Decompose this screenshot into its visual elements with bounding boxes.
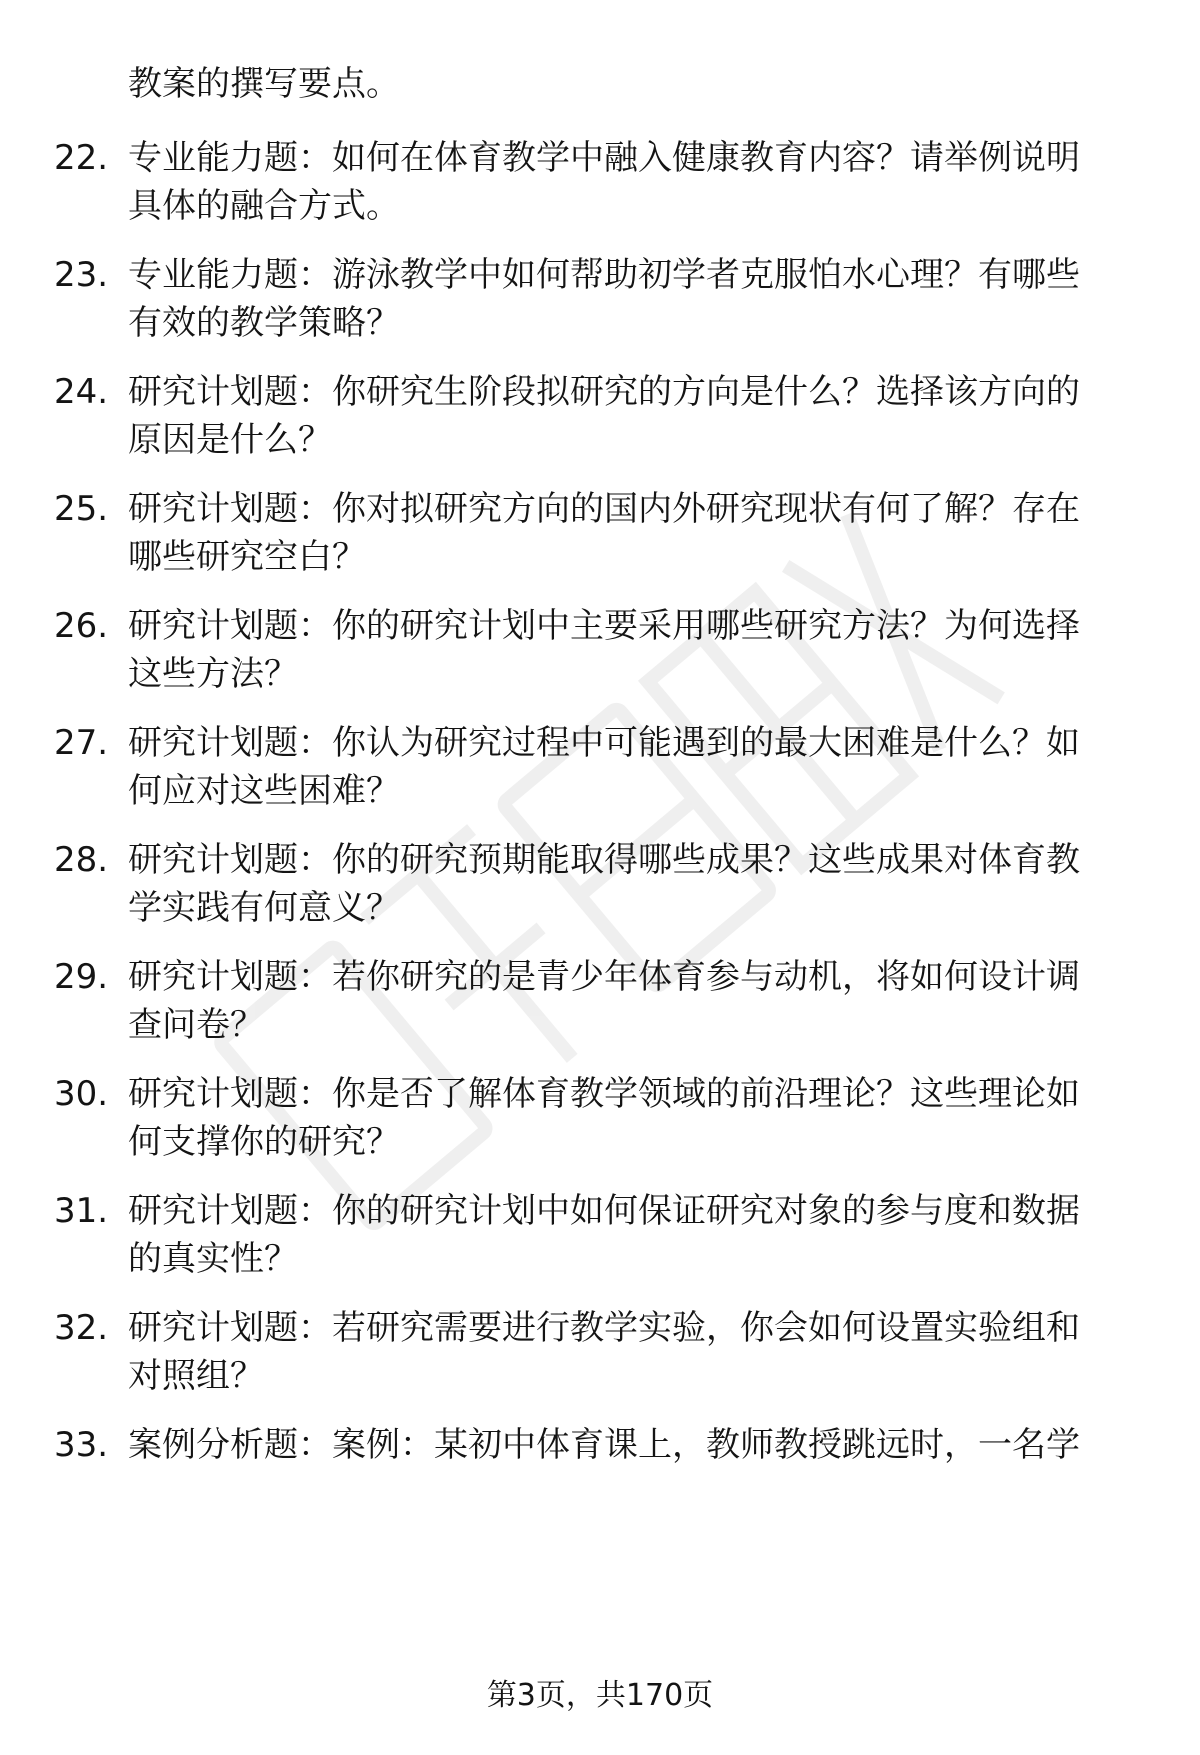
continuation-text: 教案的撰写要点。 bbox=[128, 64, 400, 104]
question-number: 33. bbox=[54, 1425, 109, 1465]
question-text-line2: 哪些研究空白？ bbox=[128, 537, 366, 577]
question-text-line2: 查问卷？ bbox=[128, 1005, 264, 1045]
question-text-line1: 研究计划题：你对拟研究方向的国内外研究现状有何了解？存在 bbox=[128, 489, 1080, 529]
question-text-line1: 研究计划题：若你研究的是青少年体育参与动机，将如何设计调 bbox=[128, 957, 1080, 997]
question-number: 27. bbox=[54, 723, 109, 763]
question-number: 31. bbox=[54, 1191, 109, 1231]
question-text-line2: 这些方法？ bbox=[128, 654, 298, 694]
question-text-line2: 何应对这些困难？ bbox=[128, 771, 400, 811]
question-text-line2: 对照组？ bbox=[128, 1356, 264, 1396]
question-text-line1: 研究计划题：若研究需要进行教学实验，你会如何设置实验组和 bbox=[128, 1308, 1080, 1348]
question-number: 23. bbox=[54, 255, 109, 295]
question-text-line1: 专业能力题：如何在体育教学中融入健康教育内容？请举例说明 bbox=[128, 138, 1080, 178]
question-number: 24. bbox=[54, 372, 109, 412]
question-number: 32. bbox=[54, 1308, 109, 1348]
question-text-line2: 何支撑你的研究？ bbox=[128, 1122, 400, 1162]
question-text-line1: 研究计划题：你的研究计划中主要采用哪些研究方法？为何选择 bbox=[128, 606, 1080, 646]
question-number: 25. bbox=[54, 489, 109, 529]
question-text-line2: 的真实性？ bbox=[128, 1239, 298, 1279]
question-number: 28. bbox=[54, 840, 109, 880]
question-text-line2: 学实践有何意义？ bbox=[128, 888, 400, 928]
question-text-line1: 研究计划题：你认为研究过程中可能遇到的最大困难是什么？如 bbox=[128, 723, 1080, 763]
question-number: 30. bbox=[54, 1074, 109, 1114]
question-text-line1: 研究计划题：你是否了解体育教学领域的前沿理论？这些理论如 bbox=[128, 1074, 1080, 1114]
question-text-line2: 原因是什么？ bbox=[128, 420, 332, 460]
question-text-line1: 研究计划题：你的研究计划中如何保证研究对象的参与度和数据 bbox=[128, 1191, 1080, 1231]
question-number: 26. bbox=[54, 606, 109, 646]
question-text-line1: 案例分析题：案例：某初中体育课上，教师教授跳远时，一名学 bbox=[128, 1425, 1080, 1465]
question-text-line1: 研究计划题：你的研究预期能取得哪些成果？这些成果对体育教 bbox=[128, 840, 1080, 880]
question-text-line2: 具体的融合方式。 bbox=[128, 186, 400, 226]
question-number: 29. bbox=[54, 957, 109, 997]
question-text-line1: 研究计划题：你研究生阶段拟研究的方向是什么？选择该方向的 bbox=[128, 372, 1080, 412]
question-number: 22. bbox=[54, 138, 109, 178]
question-text-line1: 专业能力题：游泳教学中如何帮助初学者克服怕水心理？有哪些 bbox=[128, 255, 1080, 295]
page-footer: 第3页，共170页 bbox=[486, 1678, 714, 1713]
question-text-line2: 有效的教学策略？ bbox=[128, 303, 400, 343]
